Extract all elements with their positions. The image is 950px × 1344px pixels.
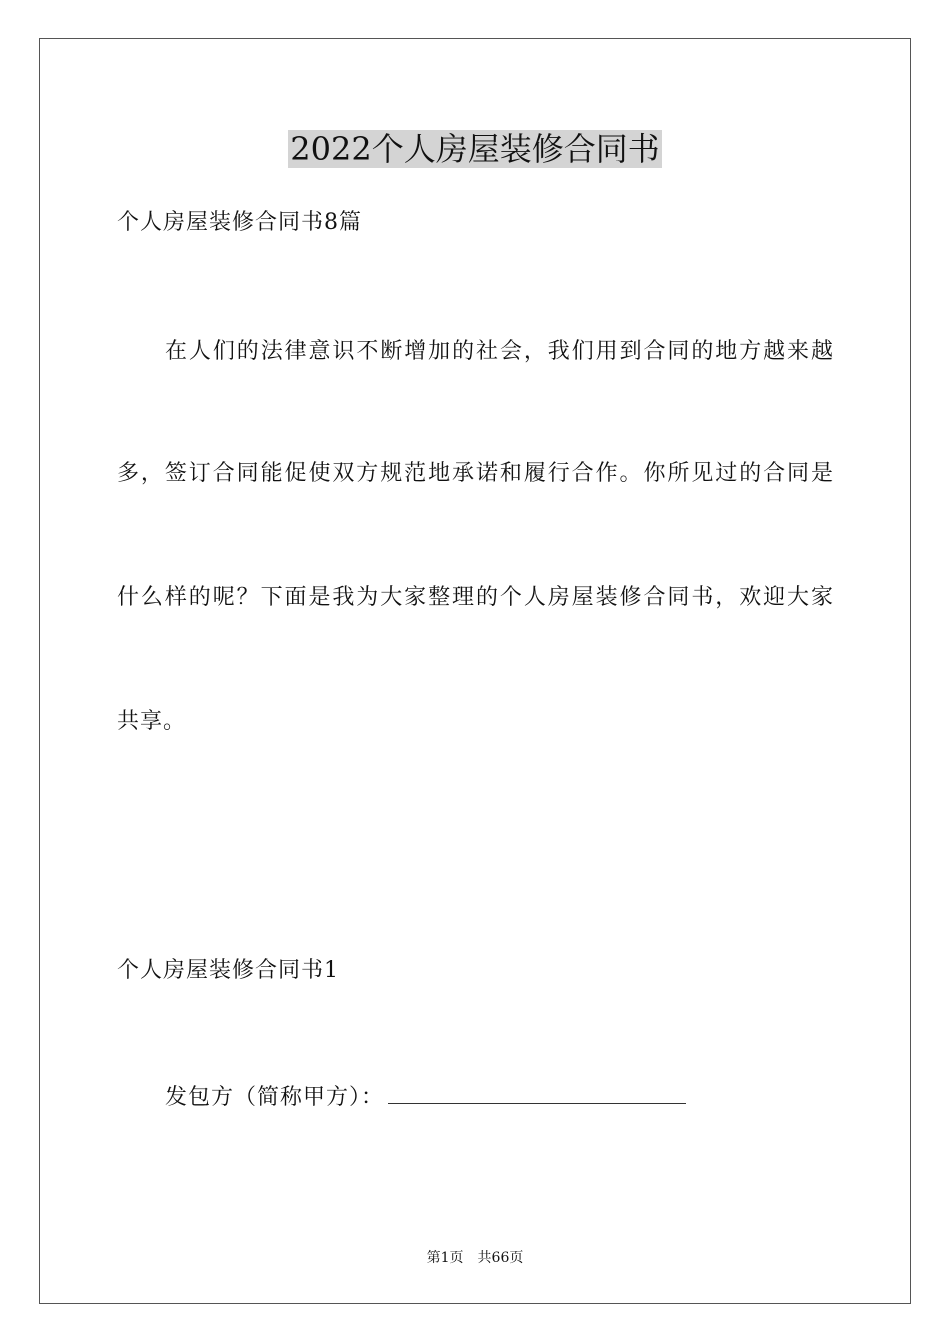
section-heading: 个人房屋装修合同书1 <box>117 958 339 983</box>
intro-line-2: 多，签订合同能促使双方规范地承诺和履行合作。你所见过的合同是 <box>117 461 833 486</box>
intro-line-3: 什么样的呢？下面是我为大家整理的个人房屋装修合同书，欢迎大家 <box>117 585 833 610</box>
page-total: 共66页 <box>477 1250 524 1266</box>
intro-line-4: 共享。 <box>117 709 187 734</box>
page-current: 第1页 <box>426 1250 464 1266</box>
document-title <box>0 126 950 172</box>
intro-line-1: 在人们的法律意识不断增加的社会，我们用到合同的地方越来越 <box>165 339 833 364</box>
party-a-label: 发包方（简称甲方）： <box>165 1085 385 1110</box>
document-title-text: 2022个人房屋装修合同书 <box>290 130 660 168</box>
page-footer <box>0 1248 950 1268</box>
party-a-blank-field[interactable] <box>388 1081 686 1104</box>
party-a-row <box>165 1081 686 1113</box>
document-subtitle: 个人房屋装修合同书8篇 <box>117 210 362 235</box>
